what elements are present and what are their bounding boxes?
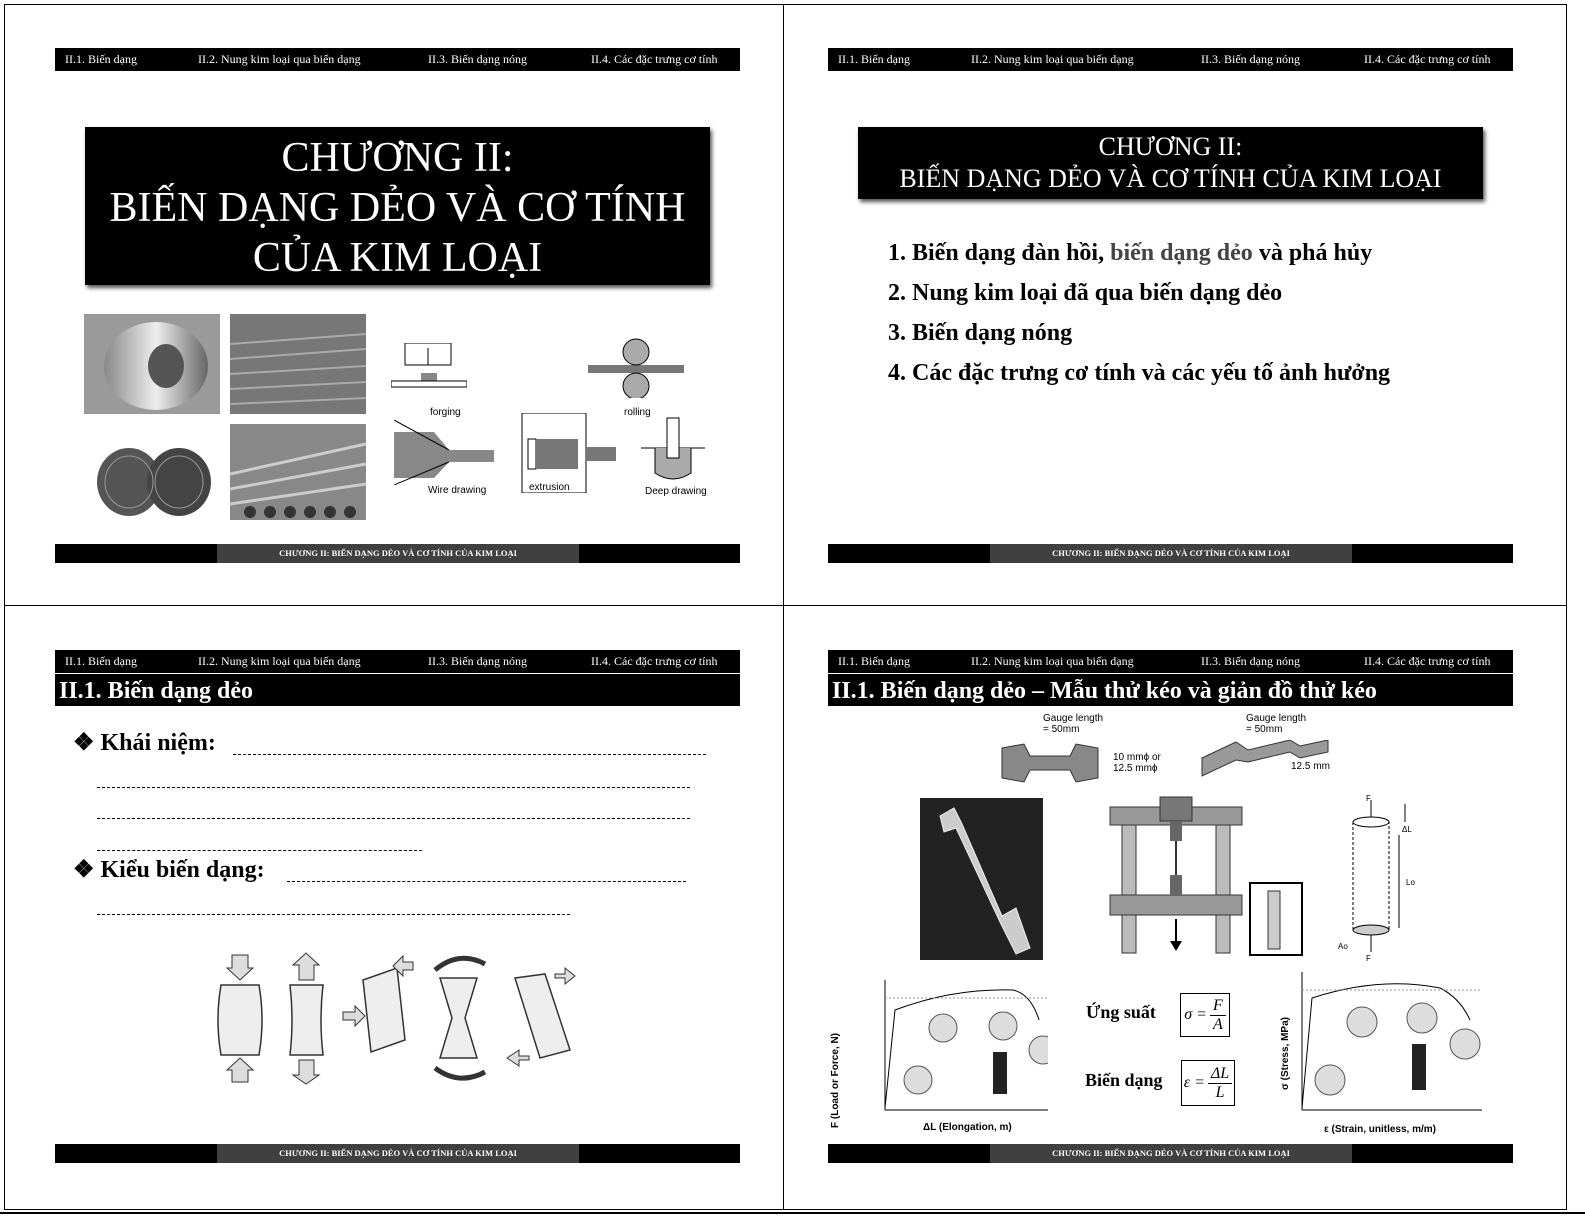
- title-line-3: CỦA KIM LOẠI: [252, 235, 543, 281]
- slide-footer: [828, 544, 1513, 563]
- nav-item-3[interactable]: II.3. Biến dạng nóng: [1201, 52, 1300, 66]
- divider-vertical: [783, 4, 784, 1210]
- lo-label: Lo: [1406, 878, 1415, 887]
- round-specimen-diagram: [1000, 738, 1100, 788]
- toc-item-3[interactable]: 3. Biến dạng nóng: [888, 320, 1073, 346]
- deformation-type-bullet: ❖ Kiểu biến dạng:: [73, 857, 265, 883]
- forging-caption: forging: [430, 407, 461, 418]
- slide-nav: [828, 48, 1513, 71]
- divider-bottom: [0, 1212, 1585, 1214]
- fill-line[interactable]: [97, 850, 422, 851]
- footer-text: CHƯƠNG II: BIẾN DẠNG DẺO VÀ CƠ TÍNH CỦA KIM LOẠI: [217, 1144, 579, 1163]
- toc-item-2[interactable]: 2. Nung kim loại đã qua biến dạng dẻo: [888, 280, 1283, 306]
- slide-nav: [55, 650, 740, 673]
- stress-label: Ứng suất: [1086, 1002, 1156, 1022]
- chart1-x-label: ΔL (Elongation, m): [923, 1122, 1012, 1133]
- extrusion-diagram: [510, 413, 620, 493]
- slide-nav: [55, 48, 740, 71]
- concept-bullet: ❖ Khái niệm:: [73, 730, 216, 756]
- fill-line[interactable]: [97, 818, 690, 819]
- fill-line[interactable]: [97, 914, 570, 915]
- title-line-2: BIẾN DẠNG DẺO VÀ CƠ TÍNH CỦA KIM LOẠI: [899, 164, 1442, 193]
- nav-item-3[interactable]: II.3. Biến dạng nóng: [428, 654, 527, 668]
- section-title: II.1. Biến dạng dẻo – Mẫu thử kéo và giản đồ thử kéo: [828, 674, 1513, 706]
- fill-line[interactable]: [97, 787, 690, 788]
- force-label-bottom: F: [1366, 954, 1371, 963]
- gauge-length-label-1: Gauge length = 50mm: [1043, 713, 1104, 735]
- section-title: II.1. Biến dạng dẻo: [55, 674, 740, 706]
- chart1-y-label: F (Load or Force, N): [830, 1033, 841, 1128]
- stress-equation: σ = $\frac{F}{A}$: [1180, 993, 1230, 1037]
- nav-item-1[interactable]: II.1. Biến dạng: [838, 654, 910, 668]
- load-elongation-chart: [883, 980, 1048, 1115]
- nav-item-1[interactable]: II.1. Biến dạng: [65, 654, 137, 668]
- slide-2: [828, 48, 1513, 563]
- slide-title-box: [85, 127, 710, 285]
- nav-item-4[interactable]: II.4. Các đặc trưng cơ tính: [1364, 654, 1491, 668]
- slide-1: [55, 48, 740, 563]
- gauge-length-label-2: Gauge length = 50mm: [1246, 713, 1307, 735]
- deep-drawing-diagram: [641, 413, 705, 483]
- nav-item-2[interactable]: II.2. Nung kim loại qua biến dạng: [198, 52, 361, 66]
- title-line-1: CHƯƠNG II:: [281, 135, 514, 181]
- nav-item-2[interactable]: II.2. Nung kim loại qua biến dạng: [198, 654, 361, 668]
- strain-equation: ε = $\frac{\Delta L}{L}$: [1181, 1060, 1235, 1106]
- steel-pipes-photo: [230, 424, 366, 520]
- nav-item-4[interactable]: II.4. Các đặc trưng cơ tính: [591, 654, 718, 668]
- steel-coil-photo: [84, 314, 220, 414]
- extrusion-caption: extrusion: [529, 482, 570, 493]
- slide-footer: [55, 1144, 740, 1163]
- slide-nav: [828, 650, 1513, 673]
- nav-item-4[interactable]: II.4. Các đặc trưng cơ tính: [1364, 52, 1491, 66]
- force-label-top: F: [1366, 794, 1371, 803]
- strain-label: Biến dạng: [1085, 1070, 1163, 1090]
- rolling-diagram: [588, 338, 684, 398]
- wire-coils-photo: [84, 424, 220, 520]
- deep-drawing-caption: Deep drawing: [645, 486, 707, 497]
- footer-text: CHƯƠNG II: BIẾN DẠNG DẺO VÀ CƠ TÍNH CỦA KIM LOẠI: [990, 544, 1352, 563]
- nav-item-3[interactable]: II.3. Biến dạng nóng: [428, 52, 527, 66]
- footer-text: CHƯƠNG II: BIẾN DẠNG DẺO VÀ CƠ TÍNH CỦA KIM LOẠI: [217, 544, 579, 563]
- chart2-x-label: ε (Strain, unitless, m/m): [1324, 1124, 1436, 1135]
- slide-footer: [828, 1144, 1513, 1163]
- nav-item-4[interactable]: II.4. Các đặc trưng cơ tính: [591, 52, 718, 66]
- nav-item-3[interactable]: II.3. Biến dạng nóng: [1201, 654, 1300, 668]
- title-line-1: CHƯƠNG II:: [1098, 132, 1243, 161]
- flat-specimen-diagram: [1200, 740, 1330, 780]
- fill-line[interactable]: [233, 754, 706, 755]
- wire-drawing-diagram: [394, 420, 499, 485]
- title-line-2: BIẾN DẠNG DẺO VÀ CƠ TÍNH: [109, 185, 686, 231]
- divider-horizontal: [4, 605, 1567, 606]
- delta-l-label: ΔL: [1402, 825, 1412, 834]
- footer-text: CHƯƠNG II: BIẾN DẠNG DẺO VÀ CƠ TÍNH CỦA KIM LOẠI: [990, 1144, 1352, 1163]
- tensile-specimen-photo: [920, 798, 1043, 960]
- wire-drawing-caption: Wire drawing: [428, 485, 487, 496]
- flat-width-label: 12.5 mm: [1291, 761, 1330, 772]
- steel-plates-photo: [230, 314, 366, 414]
- slide-3: [55, 650, 740, 1165]
- slide-4: [828, 650, 1513, 1165]
- chapter-toc: [888, 233, 1390, 393]
- chart2-y-label: σ (Stress, MPa): [1280, 1017, 1291, 1090]
- nav-item-2[interactable]: II.2. Nung kim loại qua biến dạng: [971, 654, 1134, 668]
- toc-item-1[interactable]: 1. Biến dạng đàn hồi, biến dạng dẻo và phá hủy: [888, 240, 1373, 266]
- deformation-types-illustration: [215, 950, 585, 1085]
- slide-title-box: [858, 127, 1483, 199]
- nav-item-2[interactable]: II.2. Nung kim loại qua biến dạng: [971, 52, 1134, 66]
- tensile-testing-machine: [1108, 795, 1303, 960]
- forging-diagram: [391, 343, 467, 403]
- fill-line[interactable]: [287, 881, 686, 882]
- stress-strain-chart: [1300, 972, 1482, 1115]
- round-diameter-label: 10 mmϕ or 12.5 mmϕ: [1113, 752, 1161, 774]
- ao-label: Ao: [1338, 942, 1348, 951]
- rolling-caption: rolling: [624, 407, 651, 418]
- nav-item-1[interactable]: II.1. Biến dạng: [838, 52, 910, 66]
- nav-item-1[interactable]: II.1. Biến dạng: [65, 52, 137, 66]
- toc-item-4[interactable]: 4. Các đặc trưng cơ tính và các yếu tố ảnh hưởng: [888, 360, 1391, 386]
- slide-footer: [55, 544, 740, 563]
